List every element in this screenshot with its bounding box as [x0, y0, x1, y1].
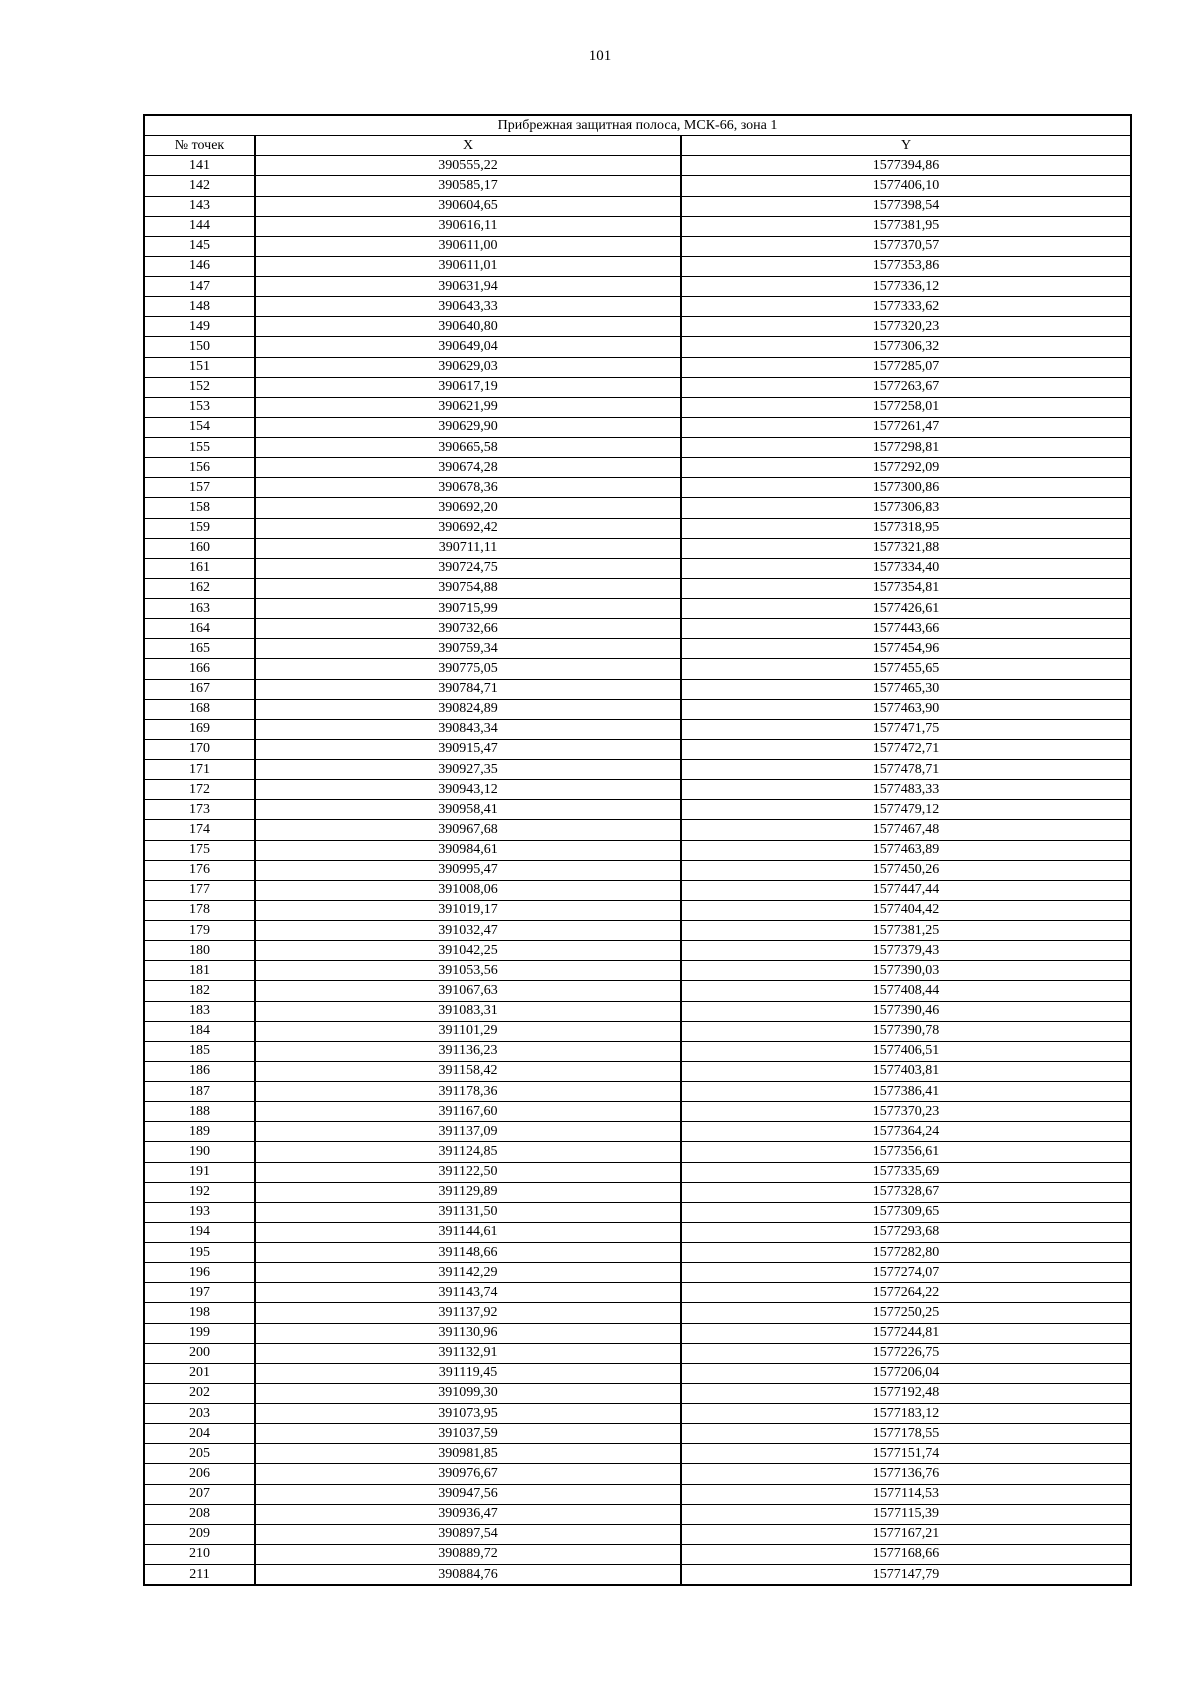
- y-coordinate-cell: 1577379,43: [681, 941, 1131, 961]
- point-number-cell: 201: [144, 1363, 255, 1383]
- point-number-cell: 145: [144, 236, 255, 256]
- point-number-cell: 186: [144, 1061, 255, 1081]
- y-coordinate-cell: 1577354,81: [681, 578, 1131, 598]
- x-coordinate-cell: 391130,96: [255, 1323, 681, 1343]
- table-row: [144, 679, 1131, 699]
- y-coordinate-cell: 1577454,96: [681, 639, 1131, 659]
- table-row: [144, 1283, 1131, 1303]
- x-coordinate-cell: 391073,95: [255, 1404, 681, 1424]
- x-coordinate-cell: 391132,91: [255, 1343, 681, 1363]
- table-title-row: [144, 115, 1131, 136]
- x-coordinate-cell: 391101,29: [255, 1021, 681, 1041]
- table-row: [144, 538, 1131, 558]
- table-row: [144, 780, 1131, 800]
- x-coordinate-cell: 390897,54: [255, 1524, 681, 1544]
- column-header-x: X: [255, 136, 681, 156]
- table-row: [144, 1484, 1131, 1504]
- x-coordinate-cell: 390611,00: [255, 236, 681, 256]
- y-coordinate-cell: 1577353,86: [681, 256, 1131, 276]
- point-number-cell: 167: [144, 679, 255, 699]
- point-number-cell: 188: [144, 1102, 255, 1122]
- table-row: [144, 1243, 1131, 1263]
- x-coordinate-cell: 390936,47: [255, 1504, 681, 1524]
- y-coordinate-cell: 1577390,46: [681, 1001, 1131, 1021]
- point-number-cell: 175: [144, 840, 255, 860]
- point-number-cell: 198: [144, 1303, 255, 1323]
- table-header-row: [144, 136, 1131, 156]
- point-number-cell: 184: [144, 1021, 255, 1041]
- table-row: [144, 1524, 1131, 1544]
- table-row: [144, 357, 1131, 377]
- y-coordinate-cell: 1577408,44: [681, 981, 1131, 1001]
- point-number-cell: 208: [144, 1504, 255, 1524]
- y-coordinate-cell: 1577151,74: [681, 1444, 1131, 1464]
- table-row: [144, 1323, 1131, 1343]
- point-number-cell: 207: [144, 1484, 255, 1504]
- table-row: [144, 840, 1131, 860]
- y-coordinate-cell: 1577406,10: [681, 176, 1131, 196]
- y-coordinate-cell: 1577455,65: [681, 659, 1131, 679]
- table-row: [144, 1102, 1131, 1122]
- y-coordinate-cell: 1577443,66: [681, 619, 1131, 639]
- point-number-cell: 181: [144, 961, 255, 981]
- table-row: [144, 1041, 1131, 1061]
- table-row: [144, 760, 1131, 780]
- x-coordinate-cell: 391032,47: [255, 921, 681, 941]
- y-coordinate-cell: 1577336,12: [681, 277, 1131, 297]
- point-number-cell: 194: [144, 1222, 255, 1242]
- point-number-cell: 158: [144, 498, 255, 518]
- table-row: [144, 699, 1131, 719]
- x-coordinate-cell: 390692,42: [255, 518, 681, 538]
- table-row: [144, 1263, 1131, 1283]
- table-row: [144, 518, 1131, 538]
- point-number-cell: 162: [144, 578, 255, 598]
- y-coordinate-cell: 1577300,86: [681, 478, 1131, 498]
- y-coordinate-cell: 1577406,51: [681, 1041, 1131, 1061]
- x-coordinate-cell: 390678,36: [255, 478, 681, 498]
- x-coordinate-cell: 390754,88: [255, 578, 681, 598]
- table-row: [144, 1021, 1131, 1041]
- table-row: [144, 277, 1131, 297]
- point-number-cell: 165: [144, 639, 255, 659]
- point-number-cell: 187: [144, 1082, 255, 1102]
- x-coordinate-cell: 391129,89: [255, 1182, 681, 1202]
- y-coordinate-cell: 1577306,83: [681, 498, 1131, 518]
- x-coordinate-cell: 390843,34: [255, 719, 681, 739]
- point-number-cell: 177: [144, 880, 255, 900]
- y-coordinate-cell: 1577274,07: [681, 1263, 1131, 1283]
- x-coordinate-cell: 390643,33: [255, 297, 681, 317]
- point-number-cell: 189: [144, 1122, 255, 1142]
- table-row: [144, 1444, 1131, 1464]
- table-row: [144, 1424, 1131, 1444]
- x-coordinate-cell: 390616,11: [255, 216, 681, 236]
- y-coordinate-cell: 1577226,75: [681, 1343, 1131, 1363]
- x-coordinate-cell: 390976,67: [255, 1464, 681, 1484]
- y-coordinate-cell: 1577390,78: [681, 1021, 1131, 1041]
- y-coordinate-cell: 1577168,66: [681, 1544, 1131, 1564]
- x-coordinate-cell: 390555,22: [255, 156, 681, 176]
- point-number-cell: 159: [144, 518, 255, 538]
- table-row: [144, 1383, 1131, 1403]
- point-number-cell: 154: [144, 417, 255, 437]
- y-coordinate-cell: 1577471,75: [681, 719, 1131, 739]
- table-row: [144, 1464, 1131, 1484]
- table-row: [144, 558, 1131, 578]
- x-coordinate-cell: 391053,56: [255, 961, 681, 981]
- point-number-cell: 163: [144, 599, 255, 619]
- y-coordinate-cell: 1577114,53: [681, 1484, 1131, 1504]
- table-row: [144, 1061, 1131, 1081]
- y-coordinate-cell: 1577285,07: [681, 357, 1131, 377]
- y-coordinate-cell: 1577183,12: [681, 1404, 1131, 1424]
- y-coordinate-cell: 1577258,01: [681, 397, 1131, 417]
- y-coordinate-cell: 1577390,03: [681, 961, 1131, 981]
- table-row: [144, 599, 1131, 619]
- x-coordinate-cell: 391008,06: [255, 880, 681, 900]
- table-row: [144, 196, 1131, 216]
- point-number-cell: 155: [144, 438, 255, 458]
- y-coordinate-cell: 1577147,79: [681, 1565, 1131, 1586]
- coordinates-table: [143, 114, 1132, 1586]
- table-row: [144, 1202, 1131, 1222]
- column-header-point-number: № точек: [144, 136, 255, 156]
- x-coordinate-cell: 390732,66: [255, 619, 681, 639]
- y-coordinate-cell: 1577381,95: [681, 216, 1131, 236]
- table-row: [144, 1162, 1131, 1182]
- x-coordinate-cell: 391119,45: [255, 1363, 681, 1383]
- point-number-cell: 142: [144, 176, 255, 196]
- x-coordinate-cell: 390621,99: [255, 397, 681, 417]
- y-coordinate-cell: 1577306,32: [681, 337, 1131, 357]
- x-coordinate-cell: 390611,01: [255, 256, 681, 276]
- x-coordinate-cell: 391042,25: [255, 941, 681, 961]
- point-number-cell: 170: [144, 739, 255, 759]
- table-row: [144, 578, 1131, 598]
- x-coordinate-cell: 390889,72: [255, 1544, 681, 1564]
- y-coordinate-cell: 1577298,81: [681, 438, 1131, 458]
- table-row: [144, 739, 1131, 759]
- y-coordinate-cell: 1577381,25: [681, 921, 1131, 941]
- table-row: [144, 619, 1131, 639]
- y-coordinate-cell: 1577370,23: [681, 1102, 1131, 1122]
- x-coordinate-cell: 390665,58: [255, 438, 681, 458]
- x-coordinate-cell: 391019,17: [255, 900, 681, 920]
- x-coordinate-cell: 391167,60: [255, 1102, 681, 1122]
- x-coordinate-cell: 391178,36: [255, 1082, 681, 1102]
- point-number-cell: 148: [144, 297, 255, 317]
- y-coordinate-cell: 1577386,41: [681, 1082, 1131, 1102]
- table-row: [144, 417, 1131, 437]
- table-row: [144, 1082, 1131, 1102]
- y-coordinate-cell: 1577403,81: [681, 1061, 1131, 1081]
- point-number-cell: 156: [144, 458, 255, 478]
- x-coordinate-cell: 390943,12: [255, 780, 681, 800]
- y-coordinate-cell: 1577447,44: [681, 880, 1131, 900]
- x-coordinate-cell: 390629,90: [255, 417, 681, 437]
- point-number-cell: 191: [144, 1162, 255, 1182]
- point-number-cell: 152: [144, 377, 255, 397]
- point-number-cell: 146: [144, 256, 255, 276]
- x-coordinate-cell: 390629,03: [255, 357, 681, 377]
- table-row: [144, 1122, 1131, 1142]
- point-number-cell: 150: [144, 337, 255, 357]
- table-row: [144, 1565, 1131, 1586]
- y-coordinate-cell: 1577479,12: [681, 800, 1131, 820]
- x-coordinate-cell: 390784,71: [255, 679, 681, 699]
- x-coordinate-cell: 391148,66: [255, 1243, 681, 1263]
- point-number-cell: 199: [144, 1323, 255, 1343]
- table-row: [144, 639, 1131, 659]
- x-coordinate-cell: 391124,85: [255, 1142, 681, 1162]
- y-coordinate-cell: 1577398,54: [681, 196, 1131, 216]
- point-number-cell: 147: [144, 277, 255, 297]
- point-number-cell: 144: [144, 216, 255, 236]
- table-row: [144, 961, 1131, 981]
- table-row: [144, 900, 1131, 920]
- point-number-cell: 193: [144, 1202, 255, 1222]
- table-row: [144, 397, 1131, 417]
- y-coordinate-cell: 1577320,23: [681, 317, 1131, 337]
- y-coordinate-cell: 1577282,80: [681, 1243, 1131, 1263]
- x-coordinate-cell: 390692,20: [255, 498, 681, 518]
- table-row: [144, 860, 1131, 880]
- table-row: [144, 719, 1131, 739]
- point-number-cell: 185: [144, 1041, 255, 1061]
- x-coordinate-cell: 391137,92: [255, 1303, 681, 1323]
- point-number-cell: 203: [144, 1404, 255, 1424]
- y-coordinate-cell: 1577450,26: [681, 860, 1131, 880]
- y-coordinate-cell: 1577244,81: [681, 1323, 1131, 1343]
- table-row: [144, 156, 1131, 176]
- point-number-cell: 183: [144, 1001, 255, 1021]
- y-coordinate-cell: 1577318,95: [681, 518, 1131, 538]
- y-coordinate-cell: 1577292,09: [681, 458, 1131, 478]
- table-row: [144, 256, 1131, 276]
- x-coordinate-cell: 390617,19: [255, 377, 681, 397]
- point-number-cell: 200: [144, 1343, 255, 1363]
- x-coordinate-cell: 390958,41: [255, 800, 681, 820]
- x-coordinate-cell: 391144,61: [255, 1222, 681, 1242]
- table-row: [144, 337, 1131, 357]
- point-number-cell: 192: [144, 1182, 255, 1202]
- y-coordinate-cell: 1577404,42: [681, 900, 1131, 920]
- table-row: [144, 1222, 1131, 1242]
- point-number-cell: 209: [144, 1524, 255, 1544]
- table-row: [144, 981, 1131, 1001]
- table-row: [144, 800, 1131, 820]
- y-coordinate-cell: 1577483,33: [681, 780, 1131, 800]
- table-row: [144, 1504, 1131, 1524]
- point-number-cell: 171: [144, 760, 255, 780]
- y-coordinate-cell: 1577136,76: [681, 1464, 1131, 1484]
- x-coordinate-cell: 390984,61: [255, 840, 681, 860]
- x-coordinate-cell: 390604,65: [255, 196, 681, 216]
- page-number: 101: [588, 48, 612, 64]
- y-coordinate-cell: 1577335,69: [681, 1162, 1131, 1182]
- point-number-cell: 205: [144, 1444, 255, 1464]
- table-row: [144, 438, 1131, 458]
- point-number-cell: 169: [144, 719, 255, 739]
- y-coordinate-cell: 1577465,30: [681, 679, 1131, 699]
- y-coordinate-cell: 1577426,61: [681, 599, 1131, 619]
- table-row: [144, 1343, 1131, 1363]
- point-number-cell: 173: [144, 800, 255, 820]
- x-coordinate-cell: 390915,47: [255, 739, 681, 759]
- table-row: [144, 1544, 1131, 1564]
- y-coordinate-cell: 1577463,90: [681, 699, 1131, 719]
- point-number-cell: 164: [144, 619, 255, 639]
- x-coordinate-cell: 391099,30: [255, 1383, 681, 1403]
- table-row: [144, 236, 1131, 256]
- y-coordinate-cell: 1577370,57: [681, 236, 1131, 256]
- y-coordinate-cell: 1577472,71: [681, 739, 1131, 759]
- table-row: [144, 317, 1131, 337]
- point-number-cell: 153: [144, 397, 255, 417]
- x-coordinate-cell: 391083,31: [255, 1001, 681, 1021]
- x-coordinate-cell: 391037,59: [255, 1424, 681, 1444]
- y-coordinate-cell: 1577178,55: [681, 1424, 1131, 1444]
- x-coordinate-cell: 390585,17: [255, 176, 681, 196]
- y-coordinate-cell: 1577356,61: [681, 1142, 1131, 1162]
- table-row: [144, 1182, 1131, 1202]
- point-number-cell: 196: [144, 1263, 255, 1283]
- x-coordinate-cell: 390759,34: [255, 639, 681, 659]
- y-coordinate-cell: 1577263,67: [681, 377, 1131, 397]
- y-coordinate-cell: 1577264,22: [681, 1283, 1131, 1303]
- y-coordinate-cell: 1577364,24: [681, 1122, 1131, 1142]
- point-number-cell: 168: [144, 699, 255, 719]
- x-coordinate-cell: 390947,56: [255, 1484, 681, 1504]
- table-row: [144, 1404, 1131, 1424]
- point-number-cell: 190: [144, 1142, 255, 1162]
- table-row: [144, 297, 1131, 317]
- x-coordinate-cell: 391122,50: [255, 1162, 681, 1182]
- y-coordinate-cell: 1577167,21: [681, 1524, 1131, 1544]
- table-row: [144, 377, 1131, 397]
- table-row: [144, 880, 1131, 900]
- table-row: [144, 176, 1131, 196]
- point-number-cell: 151: [144, 357, 255, 377]
- column-header-y: Y: [681, 136, 1131, 156]
- point-number-cell: 182: [144, 981, 255, 1001]
- x-coordinate-cell: 390631,94: [255, 277, 681, 297]
- x-coordinate-cell: 391142,29: [255, 1263, 681, 1283]
- y-coordinate-cell: 1577463,89: [681, 840, 1131, 860]
- x-coordinate-cell: 391143,74: [255, 1283, 681, 1303]
- point-number-cell: 143: [144, 196, 255, 216]
- x-coordinate-cell: 390674,28: [255, 458, 681, 478]
- point-number-cell: 206: [144, 1464, 255, 1484]
- y-coordinate-cell: 1577321,88: [681, 538, 1131, 558]
- x-coordinate-cell: 391158,42: [255, 1061, 681, 1081]
- y-coordinate-cell: 1577261,47: [681, 417, 1131, 437]
- x-coordinate-cell: 390981,85: [255, 1444, 681, 1464]
- x-coordinate-cell: 390649,04: [255, 337, 681, 357]
- point-number-cell: 195: [144, 1243, 255, 1263]
- y-coordinate-cell: 1577334,40: [681, 558, 1131, 578]
- table-row: [144, 1363, 1131, 1383]
- table-row: [144, 458, 1131, 478]
- y-coordinate-cell: 1577328,67: [681, 1182, 1131, 1202]
- y-coordinate-cell: 1577478,71: [681, 760, 1131, 780]
- x-coordinate-cell: 391136,23: [255, 1041, 681, 1061]
- point-number-cell: 166: [144, 659, 255, 679]
- y-coordinate-cell: 1577206,04: [681, 1363, 1131, 1383]
- y-coordinate-cell: 1577250,25: [681, 1303, 1131, 1323]
- table-title: Прибрежная защитная полоса, МСК-66, зона 1: [144, 115, 1131, 136]
- y-coordinate-cell: 1577293,68: [681, 1222, 1131, 1242]
- point-number-cell: 179: [144, 921, 255, 941]
- point-number-cell: 202: [144, 1383, 255, 1403]
- table-row: [144, 498, 1131, 518]
- x-coordinate-cell: 390775,05: [255, 659, 681, 679]
- point-number-cell: 149: [144, 317, 255, 337]
- x-coordinate-cell: 390640,80: [255, 317, 681, 337]
- x-coordinate-cell: 390967,68: [255, 820, 681, 840]
- point-number-cell: 180: [144, 941, 255, 961]
- y-coordinate-cell: 1577309,65: [681, 1202, 1131, 1222]
- table-row: [144, 216, 1131, 236]
- point-number-cell: 204: [144, 1424, 255, 1444]
- y-coordinate-cell: 1577115,39: [681, 1504, 1131, 1524]
- point-number-cell: 141: [144, 156, 255, 176]
- table-row: [144, 921, 1131, 941]
- point-number-cell: 210: [144, 1544, 255, 1564]
- y-coordinate-cell: 1577192,48: [681, 1383, 1131, 1403]
- point-number-cell: 160: [144, 538, 255, 558]
- x-coordinate-cell: 390824,89: [255, 699, 681, 719]
- table-row: [144, 659, 1131, 679]
- x-coordinate-cell: 390715,99: [255, 599, 681, 619]
- table-row: [144, 1142, 1131, 1162]
- table-row: [144, 941, 1131, 961]
- y-coordinate-cell: 1577467,48: [681, 820, 1131, 840]
- x-coordinate-cell: 390724,75: [255, 558, 681, 578]
- x-coordinate-cell: 391067,63: [255, 981, 681, 1001]
- point-number-cell: 178: [144, 900, 255, 920]
- x-coordinate-cell: 390995,47: [255, 860, 681, 880]
- table-body: [144, 156, 1131, 1585]
- y-coordinate-cell: 1577333,62: [681, 297, 1131, 317]
- point-number-cell: 157: [144, 478, 255, 498]
- x-coordinate-cell: 390884,76: [255, 1565, 681, 1586]
- point-number-cell: 197: [144, 1283, 255, 1303]
- x-coordinate-cell: 390711,11: [255, 538, 681, 558]
- point-number-cell: 172: [144, 780, 255, 800]
- point-number-cell: 211: [144, 1565, 255, 1586]
- x-coordinate-cell: 390927,35: [255, 760, 681, 780]
- x-coordinate-cell: 391137,09: [255, 1122, 681, 1142]
- table-row: [144, 820, 1131, 840]
- point-number-cell: 161: [144, 558, 255, 578]
- y-coordinate-cell: 1577394,86: [681, 156, 1131, 176]
- point-number-cell: 176: [144, 860, 255, 880]
- table-row: [144, 1001, 1131, 1021]
- x-coordinate-cell: 391131,50: [255, 1202, 681, 1222]
- table-row: [144, 1303, 1131, 1323]
- table-row: [144, 478, 1131, 498]
- point-number-cell: 174: [144, 820, 255, 840]
